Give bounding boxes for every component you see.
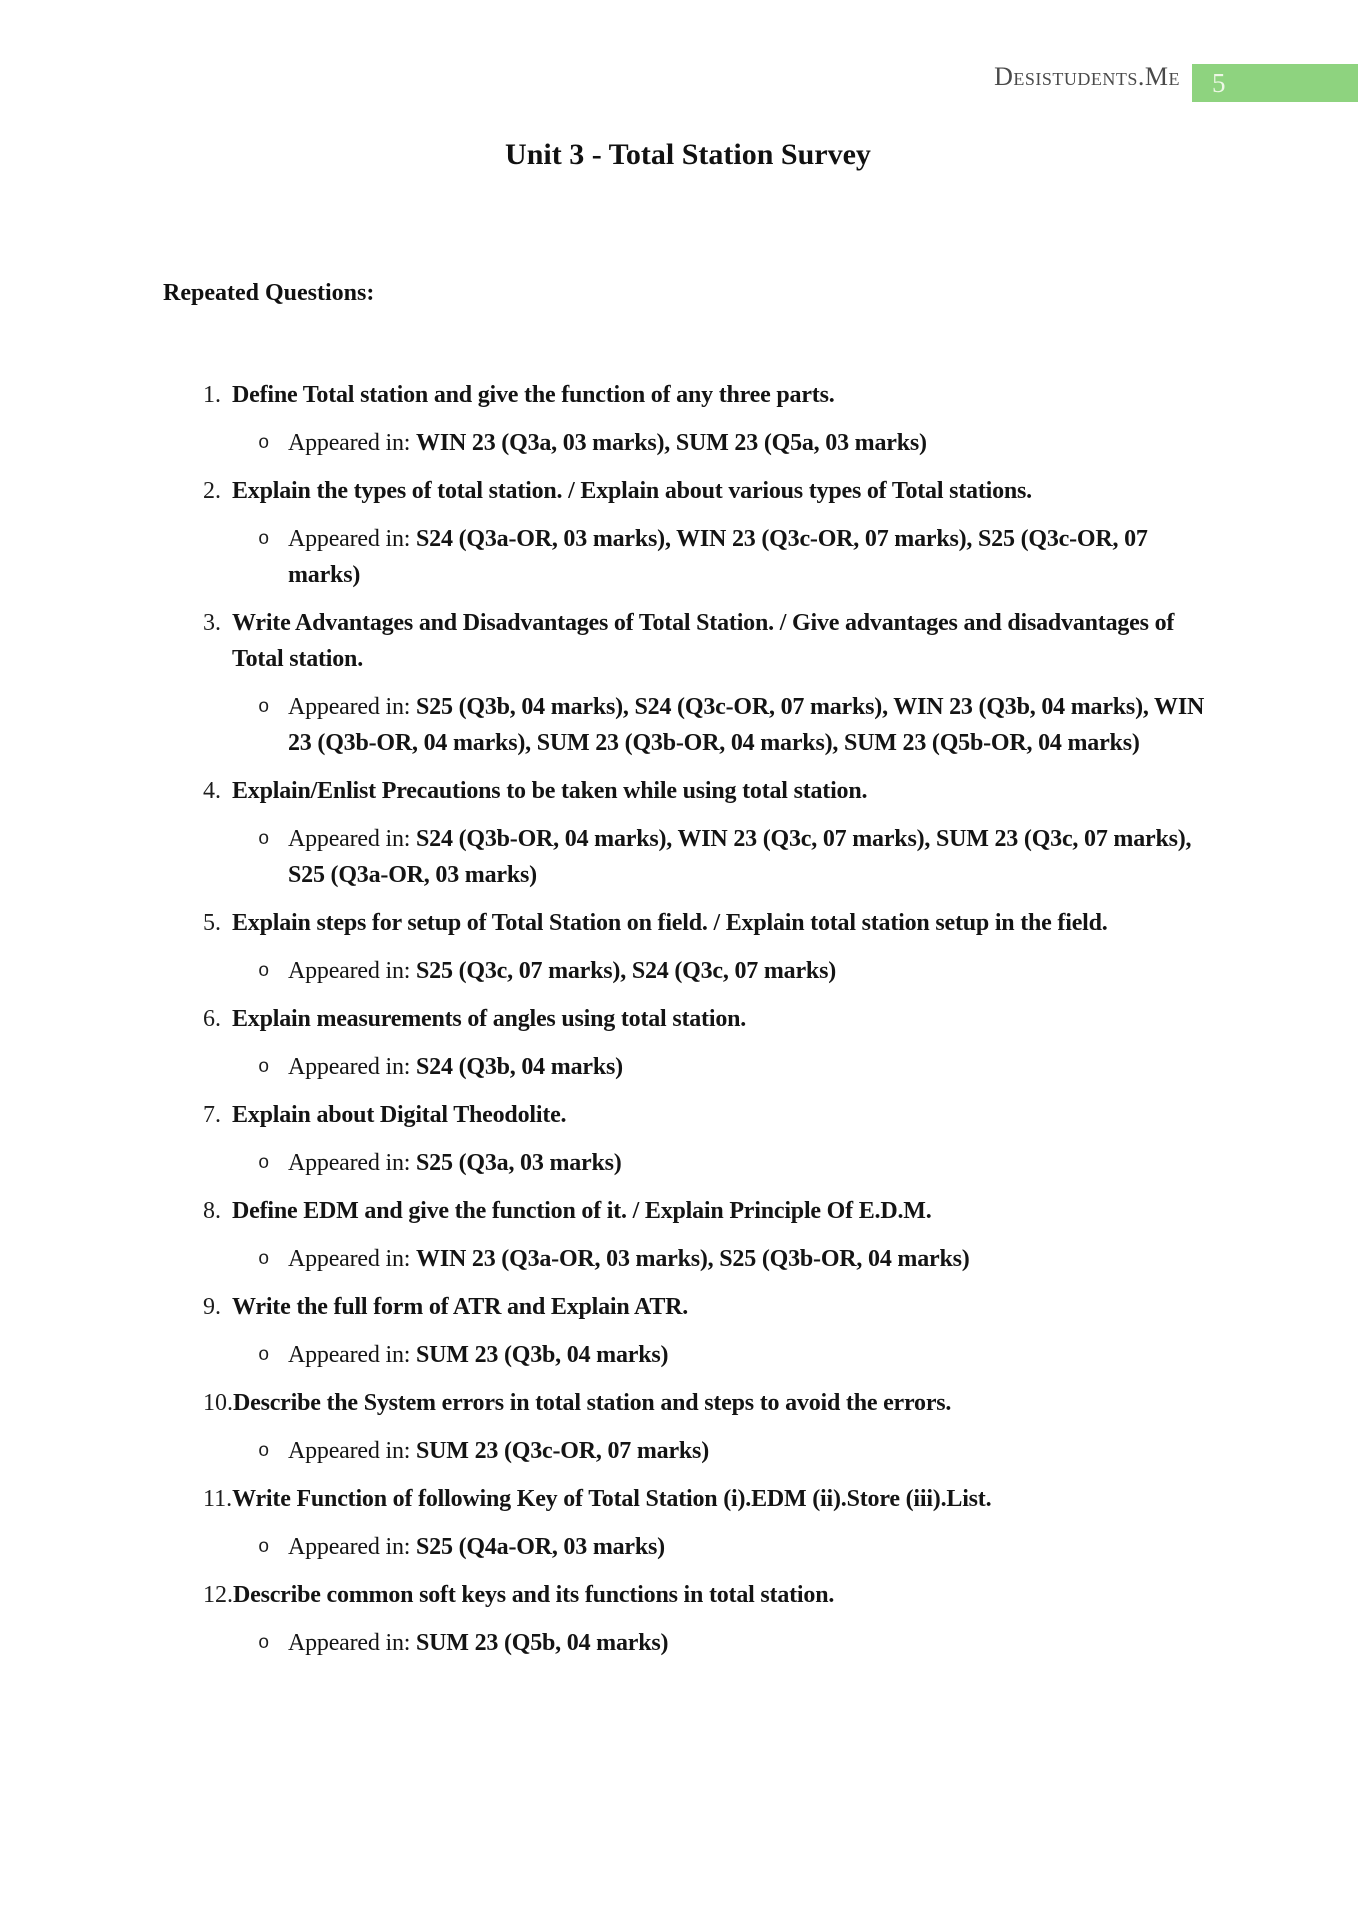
question-line [163,473,1213,509]
circle-bullet-icon: o [258,960,270,982]
circle-bullet-icon: o [258,1344,270,1366]
appeared-in-label: Appeared in: [288,1246,417,1272]
page-number: 5 [1212,68,1226,98]
circle-bullet-icon: o [258,1152,270,1174]
question-text: Explain about Digital Theodolite. [232,1102,567,1128]
question-line [163,1385,1213,1421]
circle-bullet-icon: o [258,828,270,850]
question-line [163,1001,1213,1037]
question-number: 2. [203,478,221,504]
question-number: 5. [203,910,221,936]
appeared-in-label: Appeared in: [288,1342,417,1368]
page-number-badge [1192,64,1358,102]
circle-bullet-icon: o [258,432,270,454]
exam-references: SUM 23 (Q3c-OR, 07 marks) [416,1438,709,1464]
appearance-text [288,1241,970,1277]
question-text: Explain steps for setup of Total Station on field. / Explain total station setup in the field. [232,910,1108,936]
circle-bullet-icon: o [258,1536,270,1558]
question-text: Define EDM and give the function of it. / Explain Principle Of E.D.M. [232,1198,932,1224]
appearance-text [288,425,927,461]
appearance-text [288,1337,668,1373]
question-number: 11. [203,1486,233,1512]
appearance-line [163,1433,1213,1469]
appeared-in-label: Appeared in: [288,1054,417,1080]
question-text: Write Function of following Key of Total Station (i).EDM (ii).Store (iii).List. [232,1486,992,1512]
circle-bullet-icon: o [258,1248,270,1270]
appearance-line [163,1241,1213,1277]
question-text: Define Total station and give the function of any three parts. [232,382,835,408]
exam-references: S25 (Q4a-OR, 03 marks) [416,1534,665,1560]
question-item [163,473,1213,593]
question-line [163,905,1213,941]
question-list [163,377,1213,1661]
appearance-text [288,953,836,989]
appeared-in-label: Appeared in: [288,1150,417,1176]
appearance-text [288,1529,665,1565]
exam-references: SUM 23 (Q5b, 04 marks) [416,1630,669,1656]
appearance-text [288,1049,623,1085]
question-item [163,1577,1213,1661]
question-number: 6. [203,1006,221,1032]
appearance-line [163,821,1213,893]
question-number: 10. [203,1390,233,1416]
appearance-line [163,1049,1213,1085]
question-text: Explain measurements of angles using total station. [232,1006,747,1032]
page-header [0,58,1358,104]
question-text: Explain/Enlist Precautions to be taken while using total station. [232,778,868,804]
circle-bullet-icon: o [258,1056,270,1078]
appeared-in-label: Appeared in: [288,1438,417,1464]
question-number: 12. [203,1582,233,1608]
question-line [163,1289,1213,1325]
exam-references: SUM 23 (Q3b, 04 marks) [416,1342,669,1368]
question-line [163,1193,1213,1229]
question-item [163,1481,1213,1565]
site-name: Desistudents.Me [994,62,1180,91]
question-item [163,605,1213,761]
circle-bullet-icon: o [258,1440,270,1462]
question-item [163,1097,1213,1181]
question-item [163,1193,1213,1277]
appeared-in-label: Appeared in: [288,826,417,852]
question-line [163,1481,1213,1517]
question-item [163,773,1213,893]
appearance-line [163,425,1213,461]
appeared-in-label: Appeared in: [288,958,417,984]
exam-references: WIN 23 (Q3a, 03 marks), SUM 23 (Q5a, 03 marks) [416,430,927,456]
appeared-in-label: Appeared in: [288,526,417,552]
appeared-in-label: Appeared in: [288,430,417,456]
circle-bullet-icon: o [258,696,270,718]
appeared-in-label: Appeared in: [288,1534,417,1560]
exam-references: S24 (Q3b, 04 marks) [416,1054,623,1080]
question-text: Describe common soft keys and its functions in total station. [233,1582,835,1608]
question-line [163,1097,1213,1133]
appearance-line [163,521,1213,593]
appearance-text [288,1625,668,1661]
question-text: Write Advantages and Disadvantages of Total Station. / Give advantages and disadvantages of Total station. [232,610,1175,672]
exam-references: S25 (Q3c, 07 marks), S24 (Q3c, 07 marks) [416,958,837,984]
appearance-line [163,1529,1213,1565]
question-item [163,905,1213,989]
appearance-line [163,1337,1213,1373]
exam-references: S25 (Q3a, 03 marks) [416,1150,622,1176]
question-text: Describe the System errors in total station and steps to avoid the errors. [233,1390,952,1416]
question-item [163,1289,1213,1373]
appearance-line [163,953,1213,989]
question-item [163,377,1213,461]
appearance-text [288,1433,709,1469]
appearance-line [163,689,1213,761]
question-item [163,1001,1213,1085]
question-number: 4. [203,778,221,804]
appearance-text [288,821,1213,893]
appearance-line [163,1145,1213,1181]
question-number: 3. [203,610,221,636]
question-number: 7. [203,1102,221,1128]
circle-bullet-icon: o [258,528,270,550]
section-heading: Repeated Questions: [163,280,375,306]
question-text: Write the full form of ATR and Explain ATR. [232,1294,689,1320]
exam-references: S25 (Q3b, 04 marks), S24 (Q3c-OR, 07 marks), WIN 23 (Q3b, 04 marks), WIN 23 (Q3b-OR, 04 marks), SUM 23 (Q3b-OR, 04 marks), SUM 23 (Q5b-OR, 04 marks) [288,694,1205,756]
appeared-in-label: Appeared in: [288,694,417,720]
question-text: Explain the types of total station. / Explain about various types of Total stations. [232,478,1032,504]
question-number: 9. [203,1294,221,1320]
question-number: 8. [203,1198,221,1224]
question-line [163,1577,1213,1613]
appeared-in-label: Appeared in: [288,1630,417,1656]
question-number: 1. [203,382,221,408]
appearance-text [288,689,1213,761]
page-title: Unit 3 - Total Station Survey [505,138,871,171]
question-item [163,1385,1213,1469]
exam-references: S24 (Q3a-OR, 03 marks), WIN 23 (Q3c-OR, 07 marks), S25 (Q3c-OR, 07 marks) [288,526,1148,588]
question-line [163,377,1213,413]
appearance-text [288,1145,622,1181]
circle-bullet-icon: o [258,1632,270,1654]
exam-references: WIN 23 (Q3a-OR, 03 marks), S25 (Q3b-OR, 04 marks) [416,1246,970,1272]
exam-references: S24 (Q3b-OR, 04 marks), WIN 23 (Q3c, 07 marks), SUM 23 (Q3c, 07 marks), S25 (Q3a-OR, 03 marks) [288,826,1192,888]
question-line [163,605,1213,677]
appearance-text [288,521,1213,593]
question-line [163,773,1213,809]
appearance-line [163,1625,1213,1661]
